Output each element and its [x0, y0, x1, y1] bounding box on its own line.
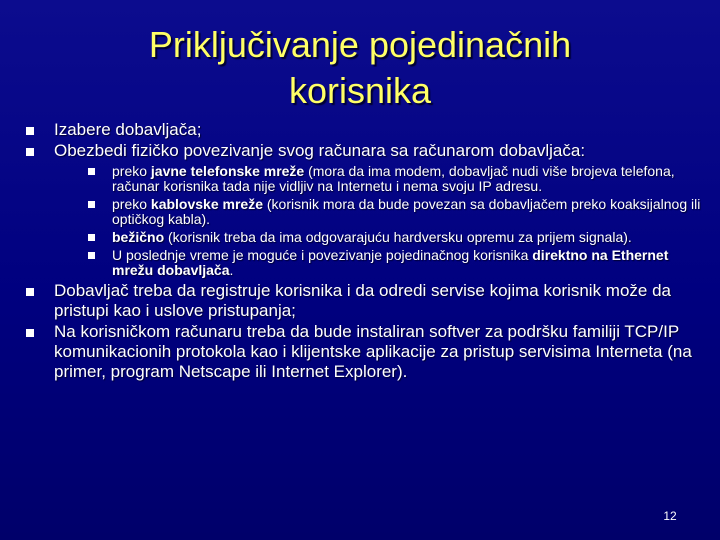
sub-bullet-bold-text: direktno na Ethernet mrežu dobavljača [112, 247, 669, 278]
title-line-2: korisnika [288, 70, 432, 111]
sub-bullet-bold-text: bežično [112, 229, 165, 245]
sub-bullet-item [54, 197, 704, 227]
square-bullet-icon [88, 234, 95, 241]
bullet-text: Dobavljač treba da registruje korisnika i da odredi servise kojima korisnik može da pristupi kao i uslove pristupanja; [54, 281, 671, 320]
page-number: 12 [663, 509, 677, 523]
sub-bullet-text: U poslednje vreme je moguće i povezivanje pojedinačnog korisnika [112, 247, 533, 263]
slide-body [24, 120, 704, 383]
bullet-item [24, 120, 704, 140]
square-bullet-icon [88, 252, 95, 259]
sub-bullet-bold-text: kablovske mreže [150, 196, 263, 212]
square-bullet-icon [26, 148, 34, 156]
bullet-text: Izabere dobavljača; [54, 120, 202, 139]
bullet-item [24, 322, 704, 382]
square-bullet-icon [26, 288, 34, 296]
sub-bullet-text: preko [112, 163, 151, 179]
slide-title [40, 22, 680, 114]
sub-bullet-text: (mora da ima modem, dobavljač nudi više brojeva telefona, računar korisnika tada nije vidljiv na Internetu i nema svoju IP adresu. [112, 163, 675, 194]
bullet-text: Na korisničkom računaru treba da bude instaliran softver za podršku familiji TCP/IP komunikacionih protokola kao i klijentske aplikacije za pristup servisima Interneta (na primer, program Netscape ili Internet Explorer). [54, 322, 692, 381]
sub-bullet-item [54, 248, 704, 278]
sub-bullet-bold-text: javne telefonske mreže [150, 163, 305, 179]
square-bullet-icon [26, 127, 34, 135]
bullet-list [24, 120, 704, 382]
bullet-item [24, 141, 704, 278]
bullet-item [24, 281, 704, 321]
square-bullet-icon [88, 201, 95, 208]
sub-bullet-text: preko [112, 196, 151, 212]
bullet-text: Obezbedi fizičko povezivanje svog računara sa računarom dobavljača: [54, 141, 586, 160]
sub-bullet-item [54, 230, 704, 245]
sub-bullet-item [54, 164, 704, 194]
square-bullet-icon [88, 168, 95, 175]
sub-bullet-list [54, 164, 704, 278]
sub-bullet-text: (korisnik treba da ima odgovarajuću hardversku opremu za prijem signala). [164, 229, 632, 245]
square-bullet-icon [26, 329, 34, 337]
title-line-1: Priključivanje pojedinačnih [148, 24, 572, 65]
sub-bullet-text: (korisnik mora da bude povezan sa dobavljačem preko koaksijalnog ili optičkog kabla). [112, 196, 701, 227]
sub-bullet-text: . [229, 262, 234, 278]
